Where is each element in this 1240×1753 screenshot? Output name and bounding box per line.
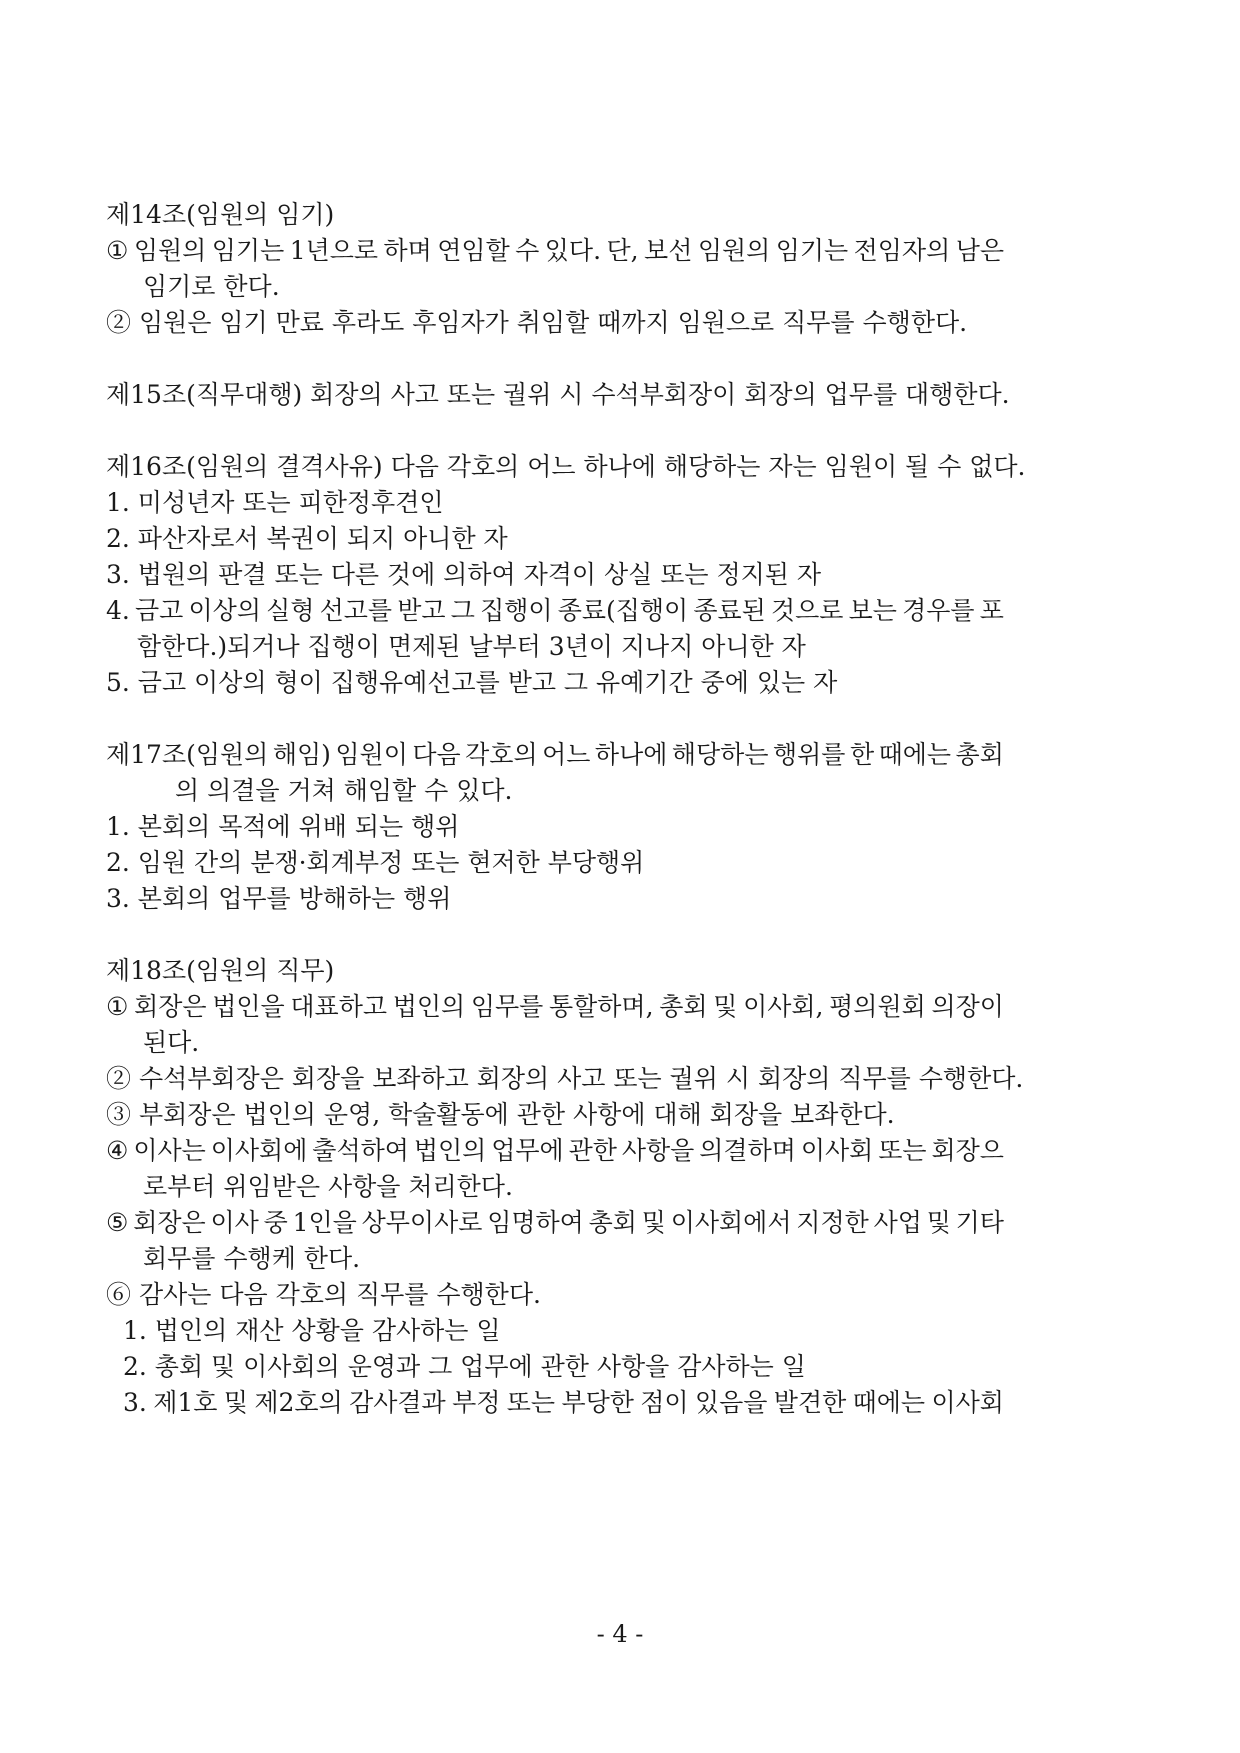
article-18-sub-2: 2. 총회 및 이사회의 운영과 그 업무에 관한 사항을 감사하는 일 [123,1352,806,1381]
page-number: - 4 - [596,1620,644,1648]
article-16-item-3: 3. 법원의 판결 또는 다른 것에 의하여 자격이 상실 또는 정지된 자 [106,560,822,589]
article-18-item-1-cont: 된다. [143,1028,200,1057]
article-18-item-5-cont: 회무를 수행케 한다. [143,1244,361,1273]
article-18-item-2: ② 수석부회장은 회장을 보좌하고 회장의 사고 또는 궐위 시 회장의 직무를 수행한다. [106,1064,1024,1093]
article-16-item-1: 1. 미성년자 또는 피한정후견인 [106,488,444,517]
article-18-sub-1: 1. 법인의 재산 상황을 감사하는 일 [123,1316,501,1345]
article-18-item-5: ⑤ 회장은 이사 중 1인을 상무이사로 임명하여 총회 및 이사회에서 지정한 사업 및 기타 [106,1208,1004,1237]
article-17-item-3: 3. 본회의 업무를 방해하는 행위 [106,884,452,913]
article-17-item-1: 1. 본회의 목적에 위배 되는 행위 [106,812,460,841]
article-16-item-4-cont: 함한다.)되거나 집행이 면제된 날부터 3년이 지나지 아니한 자 [137,632,806,661]
article-18-sub-3: 3. 제1호 및 제2호의 감사결과 부정 또는 부당한 점이 있음을 발견한 때에는 이사회 [123,1388,1004,1417]
article-14-item-2: ② 임원은 임기 만료 후라도 후임자가 취임할 때까지 임원으로 직무를 수행한다. [106,308,968,337]
article-18-item-6: ⑥ 감사는 다음 각호의 직무를 수행한다. [106,1280,541,1309]
article-16-item-2: 2. 파산자로서 복권이 되지 아니한 자 [106,524,508,553]
article-18-item-4-cont: 로부터 위임받은 사항을 처리한다. [143,1172,513,1201]
article-18-item-4: ④ 이사는 이사회에 출석하여 법인의 업무에 관한 사항을 의결하며 이사회 또는 회장으 [106,1136,1004,1165]
article-16-item-4: 4. 금고 이상의 실형 선고를 받고 그 집행이 종료(집행이 종료된 것으로 보는 경우를 포 [106,596,1004,625]
article-14-item-1-cont: 임기로 한다. [143,272,280,301]
article-16-item-5: 5. 금고 이상의 형이 집행유예선고를 받고 그 유예기간 중에 있는 자 [106,668,838,697]
article-18-item-1: ① 회장은 법인을 대표하고 법인의 임무를 통할하며, 총회 및 이사회, 평의원회 의장이 [106,992,1004,1021]
article-14-title: 제14조(임원의 임기) [106,200,335,229]
article-18-item-3: ③ 부회장은 법인의 운영, 학술활동에 관한 사항에 대해 회장을 보좌한다. [106,1100,895,1129]
article-16-title: 제16조(임원의 결격사유) 다음 각호의 어느 하나에 해당하는 자는 임원이 될 수 없다. [106,452,1026,481]
article-18-title: 제18조(임원의 직무) [106,956,335,985]
article-14-item-1: ① 임원의 임기는 1년으로 하며 연임할 수 있다. 단, 보선 임원의 임기는 전임자의 남은 [106,236,1004,265]
article-15-title: 제15조(직무대행) 회장의 사고 또는 궐위 시 수석부회장이 회장의 업무를 대행한다. [106,380,1010,409]
article-17-title: 제17조(임원의 해임) 임원이 다음 각호의 어느 하나에 해당하는 행위를 한 때에는 총회 [106,740,1004,769]
article-17-item-2: 2. 임원 간의 분쟁·회계부정 또는 현저한 부당행위 [106,848,645,877]
article-17-title-cont: 의 의결을 거쳐 해임할 수 있다. [175,776,513,805]
